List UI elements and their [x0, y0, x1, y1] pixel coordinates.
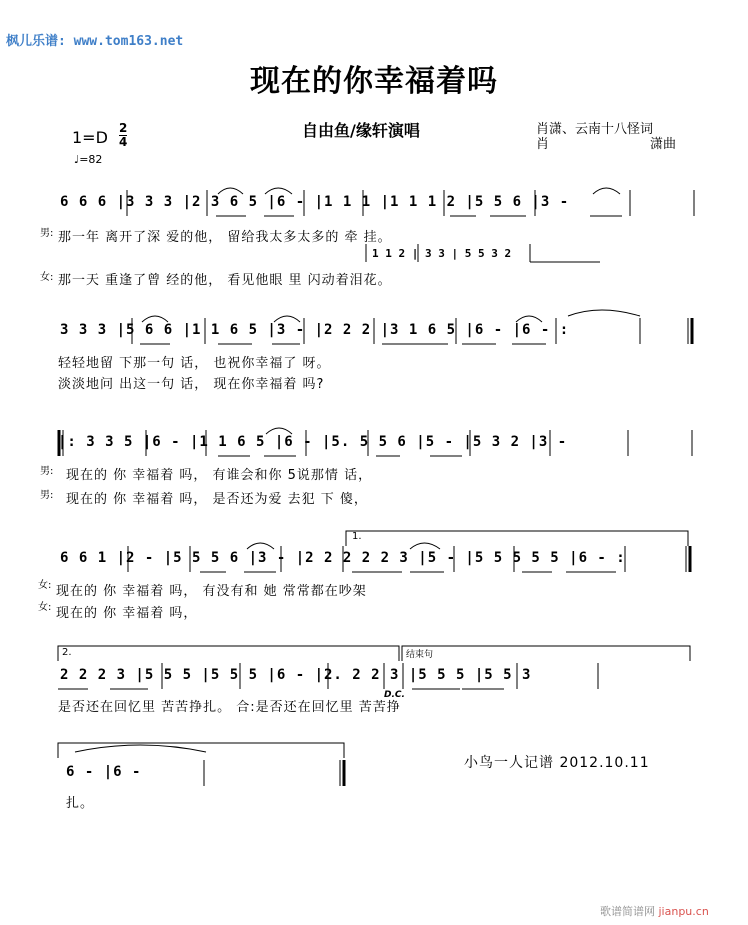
- lyrics-row-1b: 那一天 重逢了曾 经的他， 看见他眼 里 闪动着泪花。: [58, 273, 392, 288]
- volta-2: 2.: [62, 647, 72, 658]
- notes-row-6: 6 - |6 -: [66, 764, 142, 780]
- volta-1: 1.: [352, 531, 362, 542]
- lyrics-row-5: 是否还在回忆里 苦苦挣扎。 合:是否还在回忆里 苦苦挣: [58, 700, 401, 715]
- site-label[interactable]: 枫儿乐谱: www.tom163.net: [6, 34, 184, 49]
- notes-row-3: |: 3 3 5 |6 - |1 1 6 5 |6 - |5. 5 5 6 |5 - |5 3 2 |3 -: [58, 434, 568, 450]
- lyrics-row-1a: 那一年 离开了深 爱的他， 留给我太多太多的 牵 挂。: [58, 230, 392, 245]
- composer-credit-a: 肖: [536, 137, 550, 152]
- voice-label-row-3b: 男:: [40, 490, 54, 501]
- time-signature: [119, 122, 127, 149]
- aux-notes-row-1: 1 1 2 | 3 3 | 5 5 3 2: [372, 247, 512, 260]
- song-title: 现在的你幸福着吗: [250, 64, 498, 99]
- tempo-marking: ♩=82: [74, 153, 103, 166]
- voice-label-female: 女:: [40, 272, 54, 283]
- lyrics-row-2a: 轻轻地留 下那一句 话， 也祝你幸福了 呀。: [58, 356, 331, 371]
- notes-row-1: 6 6 6 |3 3 3 |2 3 6 5 |6 - |1 1 1 |1 1 1 2 |5 5 6 |3 -: [60, 194, 570, 210]
- voice-label-row-4b: 女:: [38, 602, 52, 613]
- watermark-prefix: 歌谱简谱网: [600, 905, 655, 918]
- voice-label-row-4a: 女:: [38, 580, 52, 591]
- recorder-credit: 小鸟一人记谱 2012.10.11: [464, 755, 650, 771]
- notes-row-2: 3 3 3 |5 6 6 |1 1 6 5 |3 - |2 2 2 |3 1 6 5 |6 - |6 - :: [60, 322, 570, 338]
- voice-label-male: 男:: [40, 228, 54, 239]
- singer-credit: 自由鱼/缘轩演唱: [302, 121, 420, 140]
- key-signature: 1=D: [72, 128, 108, 147]
- lyrics-row-6: 扎。: [66, 796, 95, 811]
- watermark-site: jianpu.cn: [658, 905, 709, 918]
- lyrics-row-4b: 现在的 你 幸福着 吗，: [56, 606, 198, 621]
- time-signature-bottom: 4: [119, 135, 128, 149]
- composer-credit-b: 潇曲: [650, 137, 677, 152]
- dc-marking: D.C.: [384, 690, 405, 700]
- lyrics-row-3a: 现在的 你 幸福着 吗， 有谁会和你 5说那情 话，: [66, 468, 373, 483]
- notes-row-4: 6 6 1 |2 - |5 5 5 6 |3 - |2 2 2 2 2 3 |5 - |5 5 5 5 5 |6 - :: [60, 550, 626, 566]
- lyrics-row-4a: 现在的 你 幸福着 吗， 有没有和 她 常常都在吵架: [56, 584, 367, 599]
- lyrics-row-2b: 淡淡地问 出这一句 话， 现在你幸福着 吗?: [58, 377, 325, 392]
- coda-label: 结束句: [406, 650, 434, 660]
- lyricist-credit: 肖潇、云南十八怪词: [536, 122, 654, 137]
- lyrics-row-3b: 现在的 你 幸福着 吗， 是否还为爱 去犯 下 傻，: [66, 492, 368, 507]
- time-signature-top: 2: [119, 121, 128, 135]
- notes-row-5: 2 2 2 3 |5 5 5 |5 5 5 |6 - |2. 2 2 3 |5 5 5 |5 5 3: [60, 667, 532, 683]
- watermark[interactable]: [600, 903, 709, 919]
- voice-label-row-3a: 男:: [40, 466, 54, 477]
